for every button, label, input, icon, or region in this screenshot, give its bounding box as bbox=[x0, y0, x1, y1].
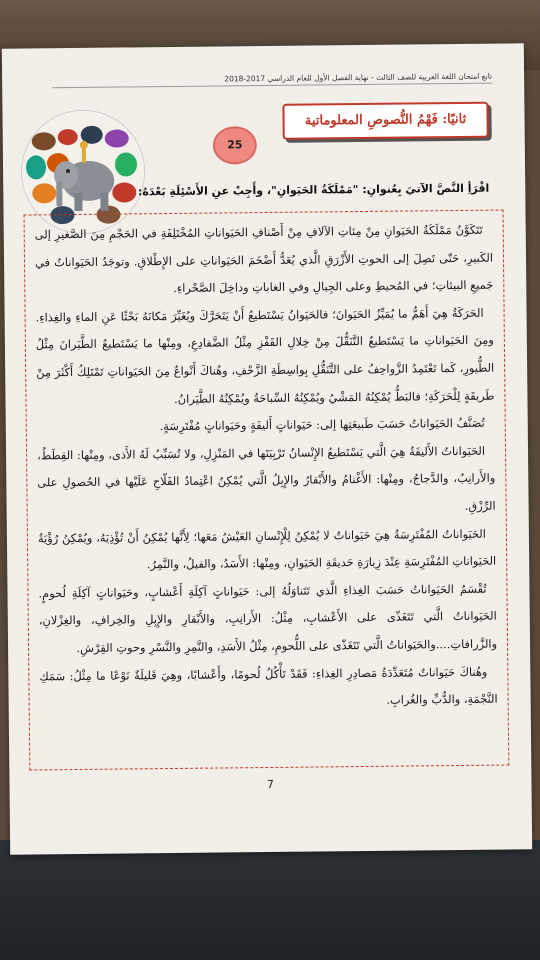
photo-background-bottom bbox=[0, 840, 540, 960]
passage-paragraph: تُقْسَمُ الحَيَواناتُ حَسَبَ الغِذاءِ الَّذي تَتَناوَلُهُ إلى: حَيَواناتٍ آكِلَةِ أَعْشابٍ، وحَيَواناتٍ آكِلَةِ لُحومٍ. الحَيَواناتُ الَّتي تَتَغَذّى على الأَعْشابِ، مِثْلُ: الأَرانِبِ، والأَبْقارِ والإِبِلِ والخِرافِ، والغِزْلانِ، والزَّرافاتِ....والحَيَواناتُ الَّتي تَتَغَذّى على اللُّحومِ، مِثْلُ الأَسَدِ، والنَّمِرِ والنَّسْرِ وحوتِ القِرْشِ. bbox=[38, 581, 498, 655]
section-title: ثانيًا: فَهْمُ النُّصوصِ المعلوماتية bbox=[282, 102, 488, 140]
reading-passage bbox=[24, 210, 510, 771]
passage-paragraph: الحَيَواناتُ المُفْتَرِسَةُ هِيَ حَيَواناتٌ لا يُمْكِنُ لِلْإِنْسانِ العَيْشُ مَعَها؛ لِأَنَّها يُمْكِنُ أَنْ تُؤْذِيَهُ، ويُمْكِنُ رُؤْيَةُ الحَيَواناتِ المُفْتَرِسَةِ عِنْدَ زِيارَةِ حَديقَةِ الحَيَوانِ، ومِنْها: الأَسَدُ، والفيلُ، والنَّمِرُ. bbox=[37, 526, 497, 572]
points-badge: 25 bbox=[213, 126, 257, 164]
page-header: تابع امتحان اللغة العربية للصف الثالث - نهاية الفصل الأول للعام الدراسي 2017-2018 bbox=[52, 72, 492, 89]
passage-paragraph: وهُناكَ حَيَواناتٌ مُتَعَدِّدَةُ مَصادِرِ الغِذاءِ: فَقَدْ تَأْكُلُ لُحومًا، وأَعْشابًا، وهِيَ قَليلَةٌ نَوْعًا ما مِثْلُ: سَمَكِ النَّجْمَةِ، والدُّبِّ والغُرابِ. bbox=[39, 664, 498, 707]
passage-paragraph: الحَيَواناتُ الأَليفَةُ هِيَ الَّتي يَسْتَطيعُ الإِنْسانُ تَرْبِيَتَها في المَنْزِلِ، ولا تُسَبِّبُ لَهُ الأَذى، ومِنْها: القِطَطُ، والأَرانِبُ، والدَّجاجُ، ومِنْها: الأَغْنامُ والأَبْقارُ والإِبِلُ الَّتي يُمْكِنُ اعْتِمادُ الفَلّاحِ عَلَيْها في الحُصولِ على الرِّزْقِ. bbox=[36, 443, 496, 513]
passage-paragraph: تُصَنَّفُ الحَيَواناتُ حَسَبَ طَبيعَتِها إلى: حَيَواناتٍ أَليفَةٍ وحَيَواناتٍ مُفْتَرِسَةٍ. bbox=[159, 415, 485, 434]
exam-page bbox=[2, 43, 532, 854]
passage-paragraph: الحَرَكَةُ هِيَ أَهَمُّ ما يُمَيِّزُ الحَيَوانَ؛ فالحَيَوانُ يَسْتَطيعُ أَنْ يَتَحَرَّكَ ويُغَيِّرَ مَكانَهُ بَحْثًا عَنِ الماءِ والغِذاءِ. ومِنَ الحَيَواناتِ ما يَسْتَطيعُ التَّنَقُّلَ مِنْ خِلالِ القَفْزِ مِثْلُ الضَّفادِعِ، ومِنْها ما يَسْتَطيعُ الطَّيَرانَ مِثْلُ الطُّيورِ، كَما تَعْتَمِدُ الزَّواحِفُ على التَّنَقُّلِ بِواسِطَةِ الزَّحْفِ، وهُناكَ أَنْواعٌ مِنَ الحَيَواناتِ تَمْتَلِكُ أَكْثَرَ مِنْ طَريقَةٍ لِلْحَرَكَةِ؛ فالبَطُّ يُمْكِنُهُ المَشْيُ ويُمْكِنُهُ السِّباحَةُ ويُمْكِنُهُ الطَّيَرانُ. bbox=[35, 305, 495, 406]
passage-paragraph: تَتَكَوَّنُ مَمْلَكَةُ الحَيَوانِ مِنْ مِئاتِ الآلافِ مِنْ أَصْنافِ الحَيَواناتِ المُخْتَلِفَةِ في الحَجْمِ مِنَ الصَّغيرِ إلى الكَبيرِ، حَتّى تَصِلَ إلى الحوتِ الأَزْرَقِ الَّذي يُعَدُّ أَضْخَمَ الحَيَواناتِ على الإِطْلاقِ. وتوجَدُ الحَيَواناتُ في جَميعِ البيئاتِ؛ في المُحيطِ وعلى الجِبالِ وفي الغاباتِ وداخِلَ الصَّحْراءِ. bbox=[34, 222, 494, 296]
page-number: 7 bbox=[266, 777, 275, 792]
reading-instruction: اقْرَأِ النَّصَّ الآتيَ بِعُنوانِ: "مَمْلَكَةُ الحَيَوانِ"، وأَجِبْ عنِ الأَسْئِلَةِ بَعْدَهُ: bbox=[137, 181, 490, 199]
